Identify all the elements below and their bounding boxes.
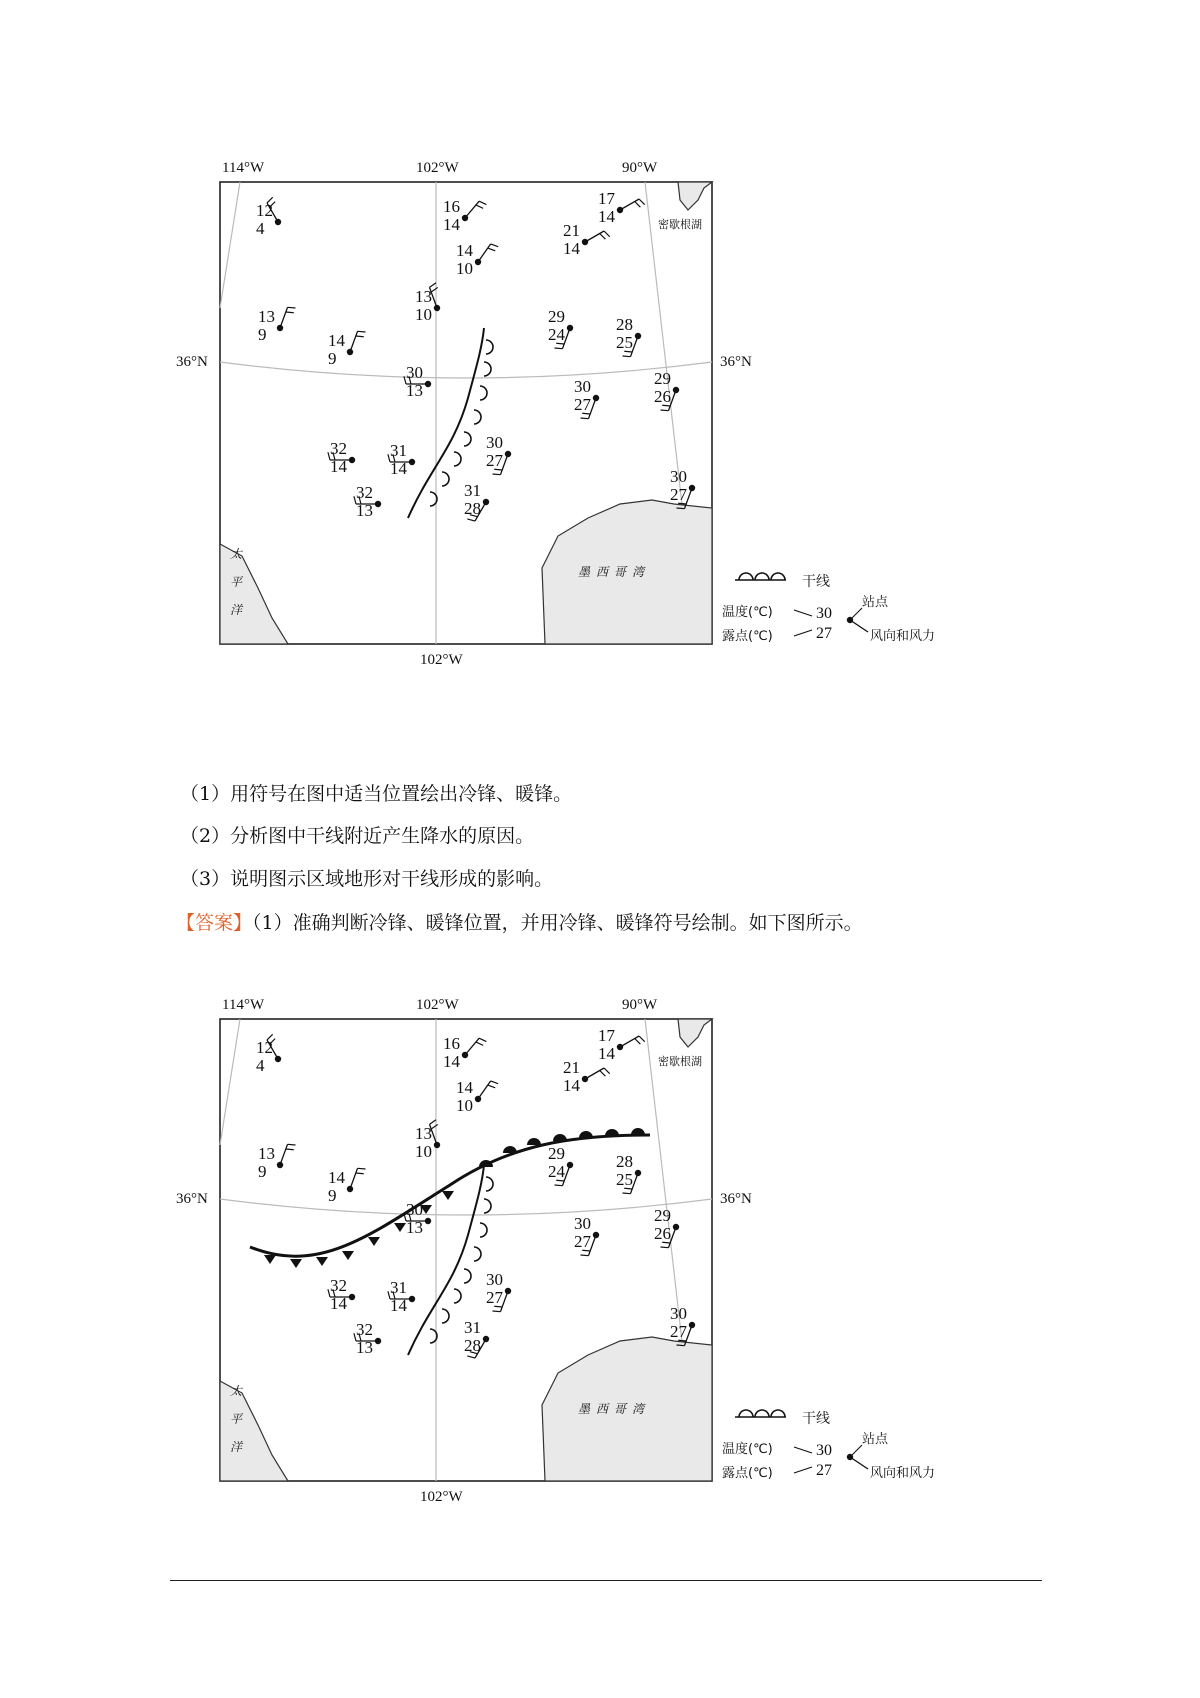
wind-barb-feather [623,356,631,357]
wind-barb-shaft [280,307,288,328]
cold-front-symbol [264,1255,276,1264]
legend-leader-station [850,1445,862,1457]
dryline-scallop [454,452,461,466]
station-temp: 17 [598,189,615,208]
legend-dew-label: 露点(℃) [722,1466,773,1481]
station [464,481,489,521]
station-dewpoint: 28 [464,499,481,518]
wind-barb-feather [604,231,610,237]
wind-barb-feather [286,1149,294,1150]
wind-barb-feather [491,1081,499,1084]
station-dewpoint: 14 [330,457,347,476]
station-dewpoint: 9 [328,1186,337,1205]
wind-barb-feather [635,1039,641,1045]
cold-front-symbol [342,1251,354,1260]
legend-wind-label: 风向和风力 [870,1466,936,1481]
legend-dryline-scallop [755,573,769,580]
station [486,1270,511,1312]
station-dewpoint: 13 [406,381,423,400]
cold-front-symbol [290,1259,302,1268]
station-temp: 16 [443,1034,460,1053]
wind-barb-feather [661,410,669,411]
legend-wind-label: 风向和风力 [870,629,936,644]
legend-sample-dew: 27 [816,625,832,642]
cold-front-symbol [368,1237,380,1246]
legend-dryline-scallop [771,573,785,580]
wind-barb-feather [677,508,685,509]
place-pacific-char: 洋 [230,603,243,617]
station-temp: 21 [563,221,580,240]
station-dewpoint: 14 [443,215,460,234]
answer-tag: 【答案】 [176,912,253,934]
station-temp: 14 [456,1078,473,1097]
station [548,1144,573,1186]
legend-dew-label: 露点(℃) [722,629,773,644]
legend-temp-label: 温度(℃) [722,1442,773,1457]
answer-text: （1）准确判断冷锋、暖锋位置，并用冷锋、暖锋符号绘制。如下图所示。 [252,912,863,934]
lon-label-114w: 114°W [222,160,265,176]
legend [722,573,935,644]
wind-barb-feather [600,1071,606,1077]
station-dewpoint: 14 [443,1052,460,1071]
station-temp: 30 [486,1270,503,1289]
station-dewpoint: 26 [654,387,671,406]
station-temp: 12 [256,1038,273,1057]
station [256,197,281,238]
weather-map-svg-answer [150,985,1020,1537]
wind-barb-feather [467,519,475,521]
warm-front-symbol [527,1138,541,1145]
lat-label-36n-left: 36°N [176,1191,208,1207]
dryline-scallop [474,410,481,424]
station [574,377,599,419]
station-dewpoint: 13 [406,1218,423,1237]
station-temp: 30 [574,377,591,396]
legend-leader-temp [794,1447,812,1453]
wind-barb-feather [476,205,483,208]
station-dewpoint: 27 [574,395,591,414]
legend-station-label: 站点 [862,595,889,610]
station-dewpoint: 13 [356,1338,373,1357]
cold-front-symbol [394,1223,406,1232]
station-dewpoint: 14 [563,239,580,258]
station-temp: 21 [563,1058,580,1077]
wind-barb-feather [356,1173,364,1174]
wind-barb-feather [358,331,366,332]
station [464,1318,489,1358]
station-temp: 13 [415,1124,432,1143]
station [443,1034,486,1071]
station-temp: 28 [616,315,633,334]
place-pacific-char: 太 [230,547,243,561]
station-temp: 29 [654,369,671,388]
question-2: （2）分析图中干线附近产生降水的原因。 [180,825,535,847]
legend-dryline-scallop [771,1410,785,1417]
place-pacific-char: 洋 [230,1440,243,1454]
dryline-scallop [486,1177,493,1191]
wind-barb-feather [431,1124,438,1129]
station-temp: 14 [456,241,473,260]
station-temp: 31 [464,481,481,500]
station-dewpoint: 14 [390,459,407,478]
station-temp: 30 [574,1214,591,1233]
station-temp: 31 [390,441,407,460]
station-dewpoint: 28 [464,1336,481,1355]
station-temp: 13 [258,307,275,326]
station [328,1168,365,1205]
place-gulf-mexico: 墨西哥湾 [578,565,651,579]
dryline-scallop [474,1247,481,1261]
legend-dryline-label: 干线 [802,1411,830,1427]
station [404,363,431,400]
weather-map-question [150,148,1020,700]
legend-leader-station [850,608,862,620]
weather-map-answer [150,985,1020,1537]
station-temp: 13 [258,1144,275,1163]
dryline-scallop [486,340,493,354]
place-pacific-char: 平 [230,1412,243,1426]
station-temp: 16 [443,197,460,216]
lon-label-114w: 114°W [222,997,265,1013]
lon-label-90w: 90°W [622,160,658,176]
wind-barb-feather [493,474,501,475]
place-lake-michigan: 密歇根湖 [658,218,702,231]
station [548,307,573,349]
legend [722,1410,935,1481]
wind-barb-feather [635,202,641,208]
station-temp: 30 [670,1304,687,1323]
wind-barb-shaft [350,331,358,352]
wind-barb-feather [600,234,606,240]
station-dewpoint: 9 [328,349,337,368]
station-dewpoint: 10 [456,259,473,278]
station [563,1058,610,1095]
station-dewpoint: 13 [356,501,373,520]
wind-barb-feather [661,1247,669,1248]
legend-wind-shaft [850,620,868,632]
station-dewpoint: 14 [598,1044,615,1063]
station [388,1278,415,1315]
station [574,1214,599,1256]
dryline-scallop [454,1289,461,1303]
wind-barb-shaft [620,199,639,210]
station-dewpoint: 24 [548,325,565,344]
station-temp: 30 [406,1200,423,1219]
station [354,483,381,520]
lon-label-102w: 102°W [416,997,459,1013]
legend-leader-dew [794,1467,812,1473]
station-temp: 28 [616,1152,633,1171]
station [258,1144,295,1181]
lon-label-102w-bottom: 102°W [420,652,463,668]
wind-barb-feather [491,244,499,247]
weather-map-svg [150,148,1020,700]
station-dewpoint: 27 [486,451,503,470]
station-dewpoint: 9 [258,325,267,344]
station [328,1276,355,1313]
legend-sample-temp: 30 [816,1442,832,1459]
lake-michigan [678,1019,712,1047]
place-pacific-char: 太 [230,1384,243,1398]
station-dewpoint: 27 [574,1232,591,1251]
station-dewpoint: 26 [654,1224,671,1243]
wind-barb-feather [476,1042,483,1045]
station [670,467,695,509]
wind-barb-feather [488,1085,496,1088]
station [598,1026,645,1063]
station-temp: 13 [415,287,432,306]
station [388,441,415,478]
legend-sample-dew: 27 [816,1462,832,1479]
station [598,189,645,226]
station-temp: 30 [670,467,687,486]
wind-barb-shaft [478,1081,491,1099]
meridian-114w [220,1019,240,1145]
station [354,1320,381,1357]
station [258,307,295,344]
parallel-36n [220,1199,712,1215]
wind-barb-shaft [465,201,479,218]
dryline-scallop [442,1309,449,1323]
legend-dryline-scallop [739,573,753,580]
wind-barb-feather [288,1144,296,1145]
wind-barb-shaft [280,1144,288,1165]
cold-front-symbol [442,1191,454,1200]
station-temp: 32 [356,1320,373,1339]
dryline-scallop [480,1223,487,1237]
station-temp: 31 [464,1318,481,1337]
station [328,331,365,368]
wind-barb-feather [286,312,294,313]
station-temp: 32 [330,1276,347,1295]
station-temp: 14 [328,1168,345,1187]
legend-station-label: 站点 [862,1432,889,1447]
wind-barb-feather [488,248,496,251]
legend-leader-dew [794,630,812,636]
station [654,1206,679,1248]
warm-front-symbol [605,1129,619,1136]
footer-rule [170,1580,1042,1581]
warm-front-symbol [579,1131,593,1138]
station-temp: 32 [356,483,373,502]
meridian-114w [220,182,240,308]
question-1: （1）用符号在图中适当位置绘出冷锋、暖锋。 [180,783,573,805]
station-dewpoint: 27 [670,485,687,504]
station-dewpoint: 4 [256,219,265,238]
station [486,433,511,475]
station-dewpoint: 14 [330,1294,347,1313]
station-temp: 14 [328,331,345,350]
wind-barb-shaft [350,1168,358,1189]
parallel-36n [220,362,712,378]
wind-barb-shaft [465,1038,479,1055]
station [616,1152,641,1194]
place-lake-michigan: 密歇根湖 [658,1055,702,1068]
station-temp: 30 [406,363,423,382]
dryline-scallop [480,386,487,400]
lon-label-90w: 90°W [622,997,658,1013]
dryline-scallop [484,362,491,376]
legend-wind-shaft [850,1457,868,1469]
station [616,315,641,357]
station [563,221,610,258]
station [456,1078,498,1115]
warm-front-symbol [631,1128,645,1135]
station-temp: 29 [654,1206,671,1225]
station-dewpoint: 24 [548,1162,565,1181]
lon-label-102w: 102°W [416,160,459,176]
station-dewpoint: 9 [258,1162,267,1181]
station [654,369,679,411]
dryline-scallop [484,1199,491,1213]
wind-barb-feather [493,1311,501,1312]
station-temp: 29 [548,1144,565,1163]
wind-barb-shaft [478,244,491,262]
station-dewpoint: 27 [670,1322,687,1341]
wind-barb-feather [604,1068,610,1074]
legend-dryline-scallop [755,1410,769,1417]
station-temp: 31 [390,1278,407,1297]
station-dewpoint: 4 [256,1056,265,1075]
station-dewpoint: 14 [563,1076,580,1095]
station-dewpoint: 10 [456,1096,473,1115]
station-dewpoint: 10 [415,1142,432,1161]
wind-barb-feather [358,1168,366,1169]
station [456,241,498,278]
wind-barb-feather [623,1193,631,1194]
lat-label-36n-right: 36°N [720,354,752,370]
wind-barb-shaft [620,1036,639,1047]
station-dewpoint: 14 [390,1296,407,1315]
station-dewpoint: 10 [415,305,432,324]
wind-barb-feather [677,1345,685,1346]
station-dewpoint: 25 [616,1170,633,1189]
lat-label-36n-right: 36°N [720,1191,752,1207]
place-gulf-mexico: 墨西哥湾 [578,1402,651,1416]
wind-barb-feather [479,1038,486,1041]
wind-barb-feather [555,348,563,349]
dryline-scallop [442,472,449,486]
station [256,1034,281,1075]
dryline-scallop [464,432,471,446]
warm-front-symbol [503,1146,517,1153]
legend-dryline-scallop [739,1410,753,1417]
station-temp: 12 [256,201,273,220]
legend-leader-temp [794,610,812,616]
wind-barb-feather [479,201,486,204]
wind-barb-feather [639,199,645,205]
wind-barb-feather [581,418,589,419]
station-dewpoint: 14 [598,207,615,226]
wind-barb-shaft [585,231,604,242]
station-temp: 17 [598,1026,615,1045]
lat-label-36n-left: 36°N [176,354,208,370]
station [328,439,355,476]
lon-label-102w-bottom: 102°W [420,1489,463,1505]
answer-line [176,909,863,937]
wind-barb-feather [581,1255,589,1256]
station-dewpoint: 25 [616,333,633,352]
question-3: （3）说明图示区域地形对干线形成的影响。 [180,868,554,890]
lake-michigan [678,182,712,210]
legend-temp-label: 温度(℃) [722,605,773,620]
wind-barb-feather [555,1185,563,1186]
wind-barb-feather [639,1036,645,1042]
legend-dryline-label: 干线 [802,574,830,590]
station-temp: 32 [330,439,347,458]
station [670,1304,695,1346]
dryline-scallop [464,1269,471,1283]
station-temp: 29 [548,307,565,326]
station-temp: 30 [486,433,503,452]
wind-barb-feather [356,336,364,337]
wind-barb-feather [467,1356,475,1358]
legend-sample-temp: 30 [816,605,832,622]
place-pacific-char: 平 [230,575,243,589]
cold-front-symbol [316,1257,328,1266]
wind-barb-feather [288,307,296,308]
wind-barb-shaft [585,1068,604,1079]
station [443,197,486,234]
station-dewpoint: 27 [486,1288,503,1307]
warm-front-symbol [553,1134,567,1141]
wind-barb-feather [431,287,438,292]
